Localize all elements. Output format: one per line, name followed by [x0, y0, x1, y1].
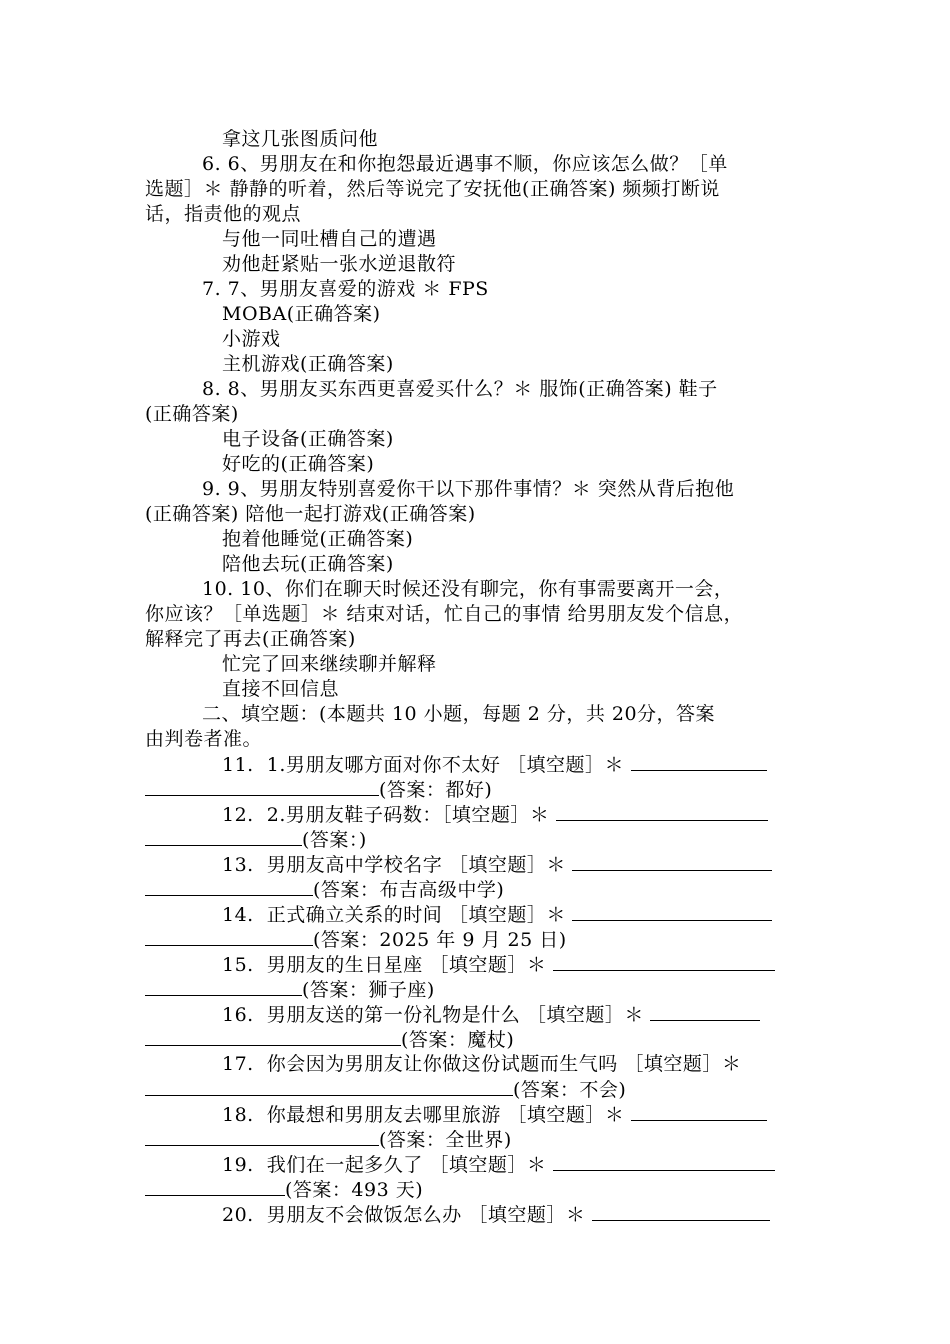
option-text: 劝他赶紧贴一张水逆退散符 [222, 253, 457, 275]
fill-answer-16 [145, 1027, 514, 1052]
answer-blank [145, 1127, 379, 1146]
fill-question-13 [222, 852, 772, 877]
fill-question-19 [222, 1152, 775, 1177]
option-text: 抱着他睡觉(正确答案) [222, 528, 414, 550]
fill-question-14 [222, 902, 772, 927]
fill-answer-12 [145, 827, 367, 852]
question-10-cont: 解释完了再去(正确答案) [145, 628, 356, 650]
answer-blank [145, 1077, 513, 1096]
answer-text: (答案：都好) [379, 779, 493, 801]
option-text: 忙完了回来继续聊并解释 [222, 653, 437, 675]
question-text: 19. 我们在一起多久了 ［填空题］＊ [222, 1154, 547, 1176]
option-text: 好吃的(正确答案) [222, 453, 375, 475]
answer-blank [145, 1027, 401, 1046]
answer-text: (答案：魔杖) [401, 1029, 515, 1051]
option-text: 直接不回信息 [222, 678, 340, 700]
question-text: 18. 你最想和男朋友去哪里旅游 ［填空题］＊ [222, 1104, 625, 1126]
option-text: 主机游戏(正确答案) [222, 353, 394, 375]
question-text: 15. 男朋友的生日星座 ［填空题］＊ [222, 954, 547, 976]
answer-text: (答案：2025 年 9 月 25 日) [313, 929, 567, 951]
question-text: 13. 男朋友高中学校名字 ［填空题］＊ [222, 854, 566, 876]
fill-question-17 [222, 1052, 741, 1077]
fill-answer-11 [145, 777, 492, 802]
question-text: 17. 你会因为男朋友让你做这份试题而生气吗 ［填空题］＊ [222, 1053, 742, 1075]
answer-blank [553, 952, 775, 971]
question-text: 12. 2.男朋友鞋子码数：［填空题］＊ [222, 804, 550, 826]
question-9: 9. 9、男朋友特别喜爱你干以下那件事情？＊ 突然从背后抱他 [202, 478, 735, 500]
fill-answer-14 [145, 927, 567, 952]
answer-blank [145, 927, 313, 946]
fill-answer-19 [145, 1177, 423, 1202]
fill-question-12 [222, 802, 768, 827]
answer-blank [553, 1152, 775, 1171]
option-text: 小游戏 [222, 328, 281, 350]
question-6-cont: 选题］＊ 静静的听着，然后等说完了安抚他(正确答案) 频频打断说 [145, 178, 720, 200]
fill-answer-18 [145, 1127, 512, 1152]
answer-blank [592, 1202, 770, 1221]
option-text: 陪他去玩(正确答案) [222, 553, 394, 575]
question-10-cont: 你应该？［单选题］＊ 结束对话，忙自己的事情 给男朋友发个信息， [145, 603, 744, 625]
section-heading: 二、填空题：(本题共 10 小题，每题 2 分，共 20分，答案 [202, 703, 716, 725]
question-10: 10. 10、你们在聊天时候还没有聊完，你有事需要离开一会， [202, 578, 734, 600]
answer-text: (答案：不会) [513, 1079, 627, 1101]
question-9-cont: (正确答案) 陪他一起打游戏(正确答案) [145, 503, 476, 525]
fill-question-18 [222, 1102, 767, 1127]
fill-answer-15 [145, 977, 435, 1002]
answer-blank [572, 852, 772, 871]
answer-blank [631, 752, 767, 771]
answer-blank [145, 777, 379, 796]
answer-blank [631, 1102, 767, 1121]
answer-text: (答案：布吉高级中学) [313, 879, 505, 901]
fill-answer-17 [145, 1077, 626, 1102]
question-7: 7. 7、男朋友喜爱的游戏 ＊ FPS [202, 278, 489, 300]
answer-text: (答案：493 天) [285, 1179, 424, 1201]
answer-text: (答案：) [302, 829, 367, 851]
fill-question-15 [222, 952, 775, 977]
fill-answer-13 [145, 877, 504, 902]
fill-question-20 [222, 1202, 770, 1227]
question-8: 8. 8、男朋友买东西更喜爱买什么？＊ 服饰(正确答案) 鞋子 [202, 378, 718, 400]
answer-blank [556, 802, 768, 821]
question-6: 6. 6、男朋友在和你抱怨最近遇事不顺，你应该怎么做？［单 [202, 153, 728, 175]
answer-blank [572, 902, 772, 921]
question-6-cont: 话，指责他的观点 [145, 203, 302, 225]
fill-question-16 [222, 1002, 760, 1027]
question-text: 20. 男朋友不会做饭怎么办 ［填空题］＊ [222, 1204, 586, 1226]
section-heading-cont: 由判卷者准。 [145, 728, 263, 750]
option-text: 与他一同吐槽自己的遭遇 [222, 228, 437, 250]
answer-blank [145, 827, 302, 846]
answer-blank [145, 877, 313, 896]
answer-blank [145, 1177, 285, 1196]
question-text: 11. 1.男朋友哪方面对你不太好 ［填空题］＊ [222, 754, 624, 776]
question-text: 16. 男朋友送的第一份礼物是什么 ［填空题］＊ [222, 1004, 644, 1026]
fill-question-11 [222, 752, 767, 777]
answer-blank [650, 1002, 760, 1021]
question-8-cont: (正确答案) [145, 403, 239, 425]
option-text: 电子设备(正确答案) [222, 428, 394, 450]
option-text: 拿这几张图质问他 [222, 128, 379, 150]
question-text: 14. 正式确立关系的时间 ［填空题］＊ [222, 904, 566, 926]
answer-blank [145, 977, 302, 996]
option-text: MOBA(正确答案) [222, 303, 381, 325]
answer-text: (答案：全世界) [379, 1129, 512, 1151]
answer-text: (答案：狮子座) [302, 979, 435, 1001]
